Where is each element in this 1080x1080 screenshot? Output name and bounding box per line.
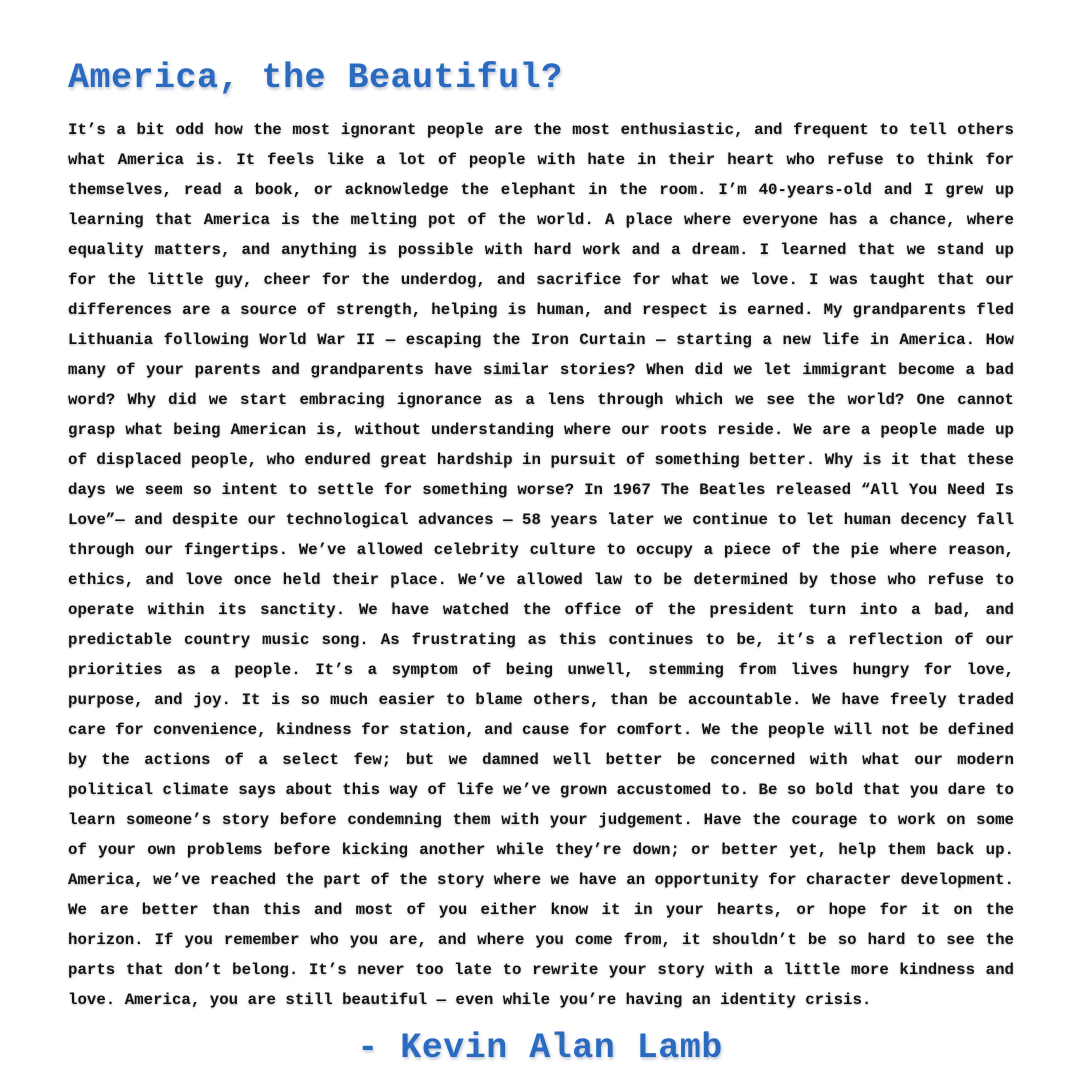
page-title: America, the Beautiful?	[68, 58, 563, 98]
author-signature: - Kevin Alan Lamb	[357, 1028, 723, 1068]
essay-body-text: It’s a bit odd how the most ignorant people are the most enthusiastic, and frequent to tell others what America is. It feels like a lot of people with hate in their heart who refuse to think for themselves, read a book, or acknowledge the elephant in the room. I’m 40-years-old and I grew up learning that America is the melting pot of the world. A place where everyone has a chance, where equality matters, and anything is possible with hard work and a dream. I learned that we stand up for the little guy, cheer for the underdog, and sacrifice for what we love. I was taught that our differences are a source of strength, helping is human, and respect is earned. My grandparents fled Lithuania following World War II — escaping the Iron Curtain — starting a new life in America. How many of your parents and grandparents have similar stories? When did we let immigrant become a bad word? Why did we start embracing ignorance as a lens through which we see the world? One cannot grasp what being American is, without understanding where our roots reside. We are a people made up of displaced people, who endured great hardship in pursuit of something better. Why is it that these days we seem so intent to settle for something worse? In 1967 The Beatles released “All You Need Is Love”— and despite our technological advances — 58 years later we continue to let human decency fall through our fingertips. We’ve allowed celebrity culture to occupy a piece of the pie where reason, ethics, and love once held their place. We’ve allowed law to be determined by those who refuse to operate within its sanctity. We have watched the office of the president turn into a bad, and predictable country music song. As frustrating as this continues to be, it’s a reflection of our priorities as a people. It’s a symptom of being unwell, stemming from lives hungry for love, purpose, and joy. It is so much easier to blame others, than be accountable. We have freely traded care for convenience, kindness for station, and cause for comfort. We the people will not be defined by the actions of a select few; but we damned well better be concerned with what our modern political climate says about this way of life we’ve grown accustomed to. Be so bold that you dare to learn someone’s story before condemning them with your judgement. Have the courage to work on some of your own problems before kicking another while they’re down; or better yet, help them back up. America, we’ve reached the part of the story where we have an opportunity for character development. We are better than this and most of you either know it in your hearts, or hope for it on the horizon. If you remember who you are, and where you come from, it shouldn’t be so hard to see the parts that don’t belong. It’s never too late to rewrite your story with a little more kindness and love. America, you are still beautiful — even while you’re having an identity crisis.	[68, 121, 1014, 1009]
